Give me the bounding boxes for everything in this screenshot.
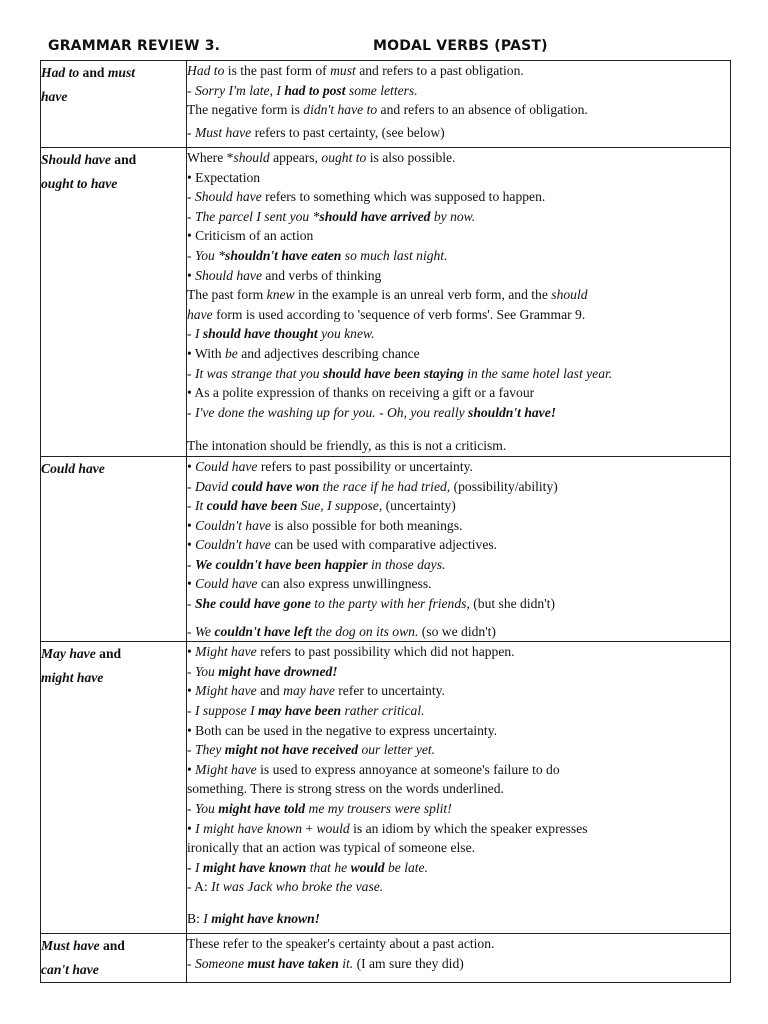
table-row (41, 148, 731, 457)
text-segment: might not have received (224, 742, 359, 758)
text-segment: I (203, 910, 212, 926)
modal-term-cell (41, 642, 187, 934)
text-segment: - (187, 365, 195, 381)
term-line (41, 148, 186, 172)
explanation-line (187, 838, 730, 858)
text-segment: should have thought (202, 326, 318, 342)
text-segment: refer to uncertainty. (334, 683, 445, 699)
explanation-line (187, 516, 730, 536)
text-segment: you knew. (317, 326, 375, 342)
explanation-line (187, 555, 730, 575)
text-segment: would (350, 859, 385, 875)
explanation-line (187, 681, 730, 701)
text-segment: Should have (194, 189, 262, 205)
text-segment: is also possible for both meanings. (270, 517, 463, 533)
text-segment: have (41, 89, 68, 104)
text-segment: knew (266, 287, 295, 303)
text-segment: and (99, 938, 125, 954)
text-segment: Must have (41, 938, 100, 954)
explanation-cell (187, 148, 731, 457)
text-segment: refers to past possibility which did not happen. (256, 644, 515, 660)
explanation-line (187, 324, 730, 344)
text-segment: • (187, 761, 196, 777)
text-segment: Should have (195, 267, 262, 283)
text-segment: would (316, 820, 350, 836)
text-segment: - (187, 82, 195, 98)
text-segment: (but she didn't) (469, 596, 555, 612)
text-segment: is also possible. (366, 150, 456, 165)
explanation-line (187, 496, 730, 516)
text-segment: might have (41, 670, 104, 686)
text-segment: might have told (218, 801, 306, 816)
explanation-line (187, 168, 730, 188)
text-segment: They (194, 742, 225, 758)
term-line (41, 958, 186, 982)
text-segment: Where * (187, 150, 234, 165)
text-segment: something. There is strong stress on the words underlined. (187, 781, 504, 797)
text-segment: Might have (195, 761, 257, 777)
text-segment: must (330, 63, 356, 78)
text-segment: B: (187, 910, 204, 926)
text-segment: - (187, 596, 195, 612)
explanation-line (187, 721, 730, 741)
text-segment: in those days. (367, 556, 446, 572)
text-segment: may have been (258, 703, 342, 719)
text-segment: - (187, 498, 195, 514)
text-segment: didn't have to (303, 102, 378, 118)
text-segment: • With (187, 345, 225, 361)
text-segment: - (187, 189, 195, 205)
text-segment: and adjectives describing chance (237, 345, 420, 361)
explanation-cell (187, 456, 731, 641)
text-segment: - (187, 623, 195, 639)
text-segment: (I am sure they did) (353, 955, 464, 971)
text-segment: You * (194, 247, 226, 263)
text-segment: The intonation should be friendly, as this is not a criticism. (187, 438, 507, 454)
text-segment: refers to something which was supposed to happen. (261, 189, 546, 205)
text-segment: be late. (384, 859, 428, 875)
term-line (41, 666, 186, 690)
text-segment: should (233, 150, 270, 165)
explanation-line (187, 266, 730, 286)
text-segment: The parcel I sent you * (194, 208, 320, 224)
explanation-line (187, 187, 730, 207)
table-row (41, 934, 731, 983)
text-segment: David (194, 478, 232, 494)
text-segment: Should have (41, 152, 111, 167)
text-segment: couldn't have left (214, 623, 312, 639)
text-segment: might have drowned! (218, 663, 338, 679)
text-segment: can also express unwillingness. (257, 576, 432, 592)
text-segment: • (187, 644, 196, 660)
text-segment: It was Jack who broke the vase. (211, 879, 384, 895)
text-segment: It (194, 498, 207, 514)
text-segment: Someone (194, 955, 248, 971)
text-segment: refers to past certainty, (see below) (251, 124, 445, 140)
text-segment: • (187, 537, 196, 553)
text-segment: the dog on its own. (311, 623, 419, 639)
modal-term-cell (41, 61, 187, 148)
text-segment: - (187, 326, 195, 342)
text-segment: • (187, 517, 196, 533)
explanation-line (187, 100, 730, 120)
explanation-line (187, 877, 730, 897)
text-segment: shouldn't have eaten (225, 247, 342, 263)
text-segment: our letter yet. (358, 742, 436, 758)
text-segment: I might have known (195, 820, 303, 836)
text-segment: • Both can be used in the negative to express uncertainty. (187, 722, 498, 738)
text-segment: - (187, 801, 195, 816)
explanation-line (187, 662, 730, 682)
text-segment: some letters. (345, 82, 418, 98)
text-segment: could have been (206, 498, 298, 514)
text-segment: + (302, 820, 317, 836)
table-row (41, 456, 731, 641)
explanation-line (187, 642, 730, 662)
text-segment: might have known! (211, 910, 320, 926)
explanation-line (187, 622, 730, 642)
text-segment: had to post (284, 82, 346, 98)
explanation-line (187, 285, 730, 305)
text-segment: and refers to a past obligation. (355, 63, 524, 78)
document-subtitle: MODAL VERBS (PAST) (373, 38, 548, 54)
explanation-line (187, 574, 730, 594)
text-segment: can be used with comparative adjectives. (270, 537, 498, 553)
text-segment: is the past form of (224, 63, 331, 78)
explanation-line (187, 226, 730, 246)
text-segment: Sue, I suppose, (297, 498, 383, 514)
text-segment: shouldn't have! (468, 404, 557, 420)
explanation-line (187, 246, 730, 266)
text-segment: and (256, 683, 284, 699)
modal-term-cell (41, 148, 187, 457)
text-segment: Couldn't have (195, 517, 271, 533)
text-segment: and (95, 646, 122, 662)
text-segment: could have won (231, 478, 320, 494)
text-segment: May have (41, 646, 96, 662)
text-segment: form is used according to 'sequence of verb forms'. See Grammar 9. (212, 306, 586, 322)
explanation-line (187, 779, 730, 799)
text-segment: • (187, 267, 196, 283)
explanation-line (187, 594, 730, 614)
text-segment: in the example is an unreal verb form, and the (294, 287, 552, 303)
text-segment: - (187, 124, 195, 140)
text-segment: - (187, 955, 195, 971)
explanation-line (187, 344, 730, 364)
explanation-line (187, 535, 730, 555)
text-segment: Might have (195, 644, 257, 660)
explanation-cell (187, 934, 731, 983)
explanation-line (187, 403, 730, 423)
table-row (41, 642, 731, 934)
text-segment: in the same hotel last year. (463, 365, 613, 381)
text-segment: might have known (202, 859, 307, 875)
text-segment: and refers to an absence of obligation. (377, 102, 588, 118)
modal-term-cell (41, 934, 187, 983)
explanation-line (187, 701, 730, 721)
text-segment: must (107, 65, 136, 80)
explanation-line (187, 207, 730, 227)
term-line (41, 642, 186, 666)
text-segment: it. (338, 955, 354, 971)
text-segment: I (194, 859, 203, 875)
text-segment: • As a polite expression of thanks on receiving a gift or a favour (187, 385, 535, 401)
text-segment: to the party with her friends, (310, 596, 470, 612)
text-segment: Could have (195, 576, 258, 592)
page-header (48, 38, 728, 58)
explanation-line (187, 148, 730, 168)
explanation-line (187, 436, 730, 456)
text-segment: - (187, 703, 195, 719)
text-segment: so much last night. (341, 247, 448, 263)
text-segment: I suppose I (194, 703, 258, 719)
text-segment: Could have (195, 458, 258, 474)
text-segment: • (187, 820, 196, 836)
text-segment: rather critical. (341, 703, 425, 719)
text-segment: ought to (321, 150, 367, 165)
text-segment: - (187, 742, 195, 758)
text-segment: that he (306, 859, 351, 875)
text-segment: should have been staying (322, 365, 464, 381)
explanation-line (187, 934, 730, 954)
text-segment: be (224, 345, 238, 361)
text-segment: - (187, 404, 195, 420)
explanation-cell (187, 61, 731, 148)
term-line (41, 85, 186, 109)
text-segment: Couldn't have (195, 537, 271, 553)
text-segment: have (187, 306, 213, 322)
text-segment: refers to past possibility or uncertainty. (257, 458, 473, 474)
text-segment: - (187, 556, 195, 572)
text-segment: The past form (187, 287, 267, 303)
text-segment: (so we didn't) (418, 623, 496, 639)
text-segment: ought to have (41, 176, 118, 191)
text-segment: - (187, 859, 195, 875)
document-title: GRAMMAR REVIEW 3. (48, 38, 221, 54)
text-segment: may have (283, 683, 335, 699)
modal-term-cell (41, 456, 187, 641)
text-segment: Had to (41, 65, 80, 80)
text-segment: I've done the washing up for you. - Oh, you really (194, 404, 469, 420)
text-segment: is used to express annoyance at someone's failure to do (256, 761, 560, 777)
text-segment: We couldn't have been happier (194, 556, 368, 572)
text-segment: and verbs of thinking (262, 267, 382, 283)
text-segment: The negative form is (187, 102, 304, 118)
text-segment: We (194, 623, 215, 639)
explanation-line (187, 383, 730, 403)
term-line (41, 172, 186, 196)
text-segment: These refer to the speaker's certainty about a past action. (187, 936, 495, 952)
text-segment: It was strange that you (194, 365, 323, 381)
text-segment: • Expectation (187, 169, 261, 185)
text-segment: • (187, 683, 196, 699)
text-segment: - A: (187, 879, 212, 895)
text-segment: should (551, 287, 588, 303)
text-segment: You (194, 801, 219, 816)
text-segment: appears, (269, 150, 322, 165)
text-segment: Must have (194, 124, 252, 140)
text-segment: - (187, 663, 195, 679)
text-segment: I (194, 326, 203, 342)
explanation-line (187, 477, 730, 497)
text-segment: should have arrived (319, 208, 431, 224)
text-segment: Had to (187, 63, 225, 78)
explanation-line (187, 858, 730, 878)
text-segment: ironically that an action was typical of someone else. (187, 840, 476, 856)
term-line (41, 934, 186, 958)
text-segment: - (187, 478, 195, 494)
text-segment: • (187, 458, 196, 474)
text-segment: You (194, 663, 219, 679)
term-line (41, 457, 186, 481)
text-segment: (uncertainty) (382, 498, 456, 514)
text-segment: She could have gone (194, 596, 311, 612)
text-segment: • Criticism of an action (187, 228, 314, 244)
explanation-line (187, 305, 730, 325)
text-segment: - (187, 247, 195, 263)
table-row (41, 61, 731, 148)
text-segment: by now. (430, 208, 476, 224)
explanation-line (187, 81, 730, 101)
explanation-line (187, 799, 730, 819)
explanation-line (187, 364, 730, 384)
text-segment: and (79, 65, 108, 80)
explanation-line (187, 819, 730, 839)
explanation-line (187, 760, 730, 780)
grammar-table (40, 60, 731, 983)
text-segment: Might have (195, 683, 257, 699)
text-segment: Could have (41, 460, 105, 476)
text-segment: can't have (41, 962, 99, 978)
text-segment: Sorry I'm late, I (194, 82, 285, 98)
explanation-cell (187, 642, 731, 934)
text-segment: is an idiom by which the speaker expresses (349, 820, 588, 836)
explanation-line (187, 954, 730, 974)
explanation-line (187, 909, 730, 929)
text-segment: (possibility/ability) (450, 478, 558, 494)
explanation-line (187, 123, 730, 143)
term-line (41, 61, 186, 85)
text-segment: me my trousers were split! (305, 801, 452, 816)
text-segment: • (187, 576, 196, 592)
text-segment: must have taken (247, 955, 339, 971)
explanation-line (187, 740, 730, 760)
text-segment: - (187, 208, 195, 224)
text-segment: the race if he had tried, (319, 478, 451, 494)
explanation-line (187, 61, 730, 81)
text-segment: and (110, 152, 137, 167)
explanation-line (187, 457, 730, 477)
